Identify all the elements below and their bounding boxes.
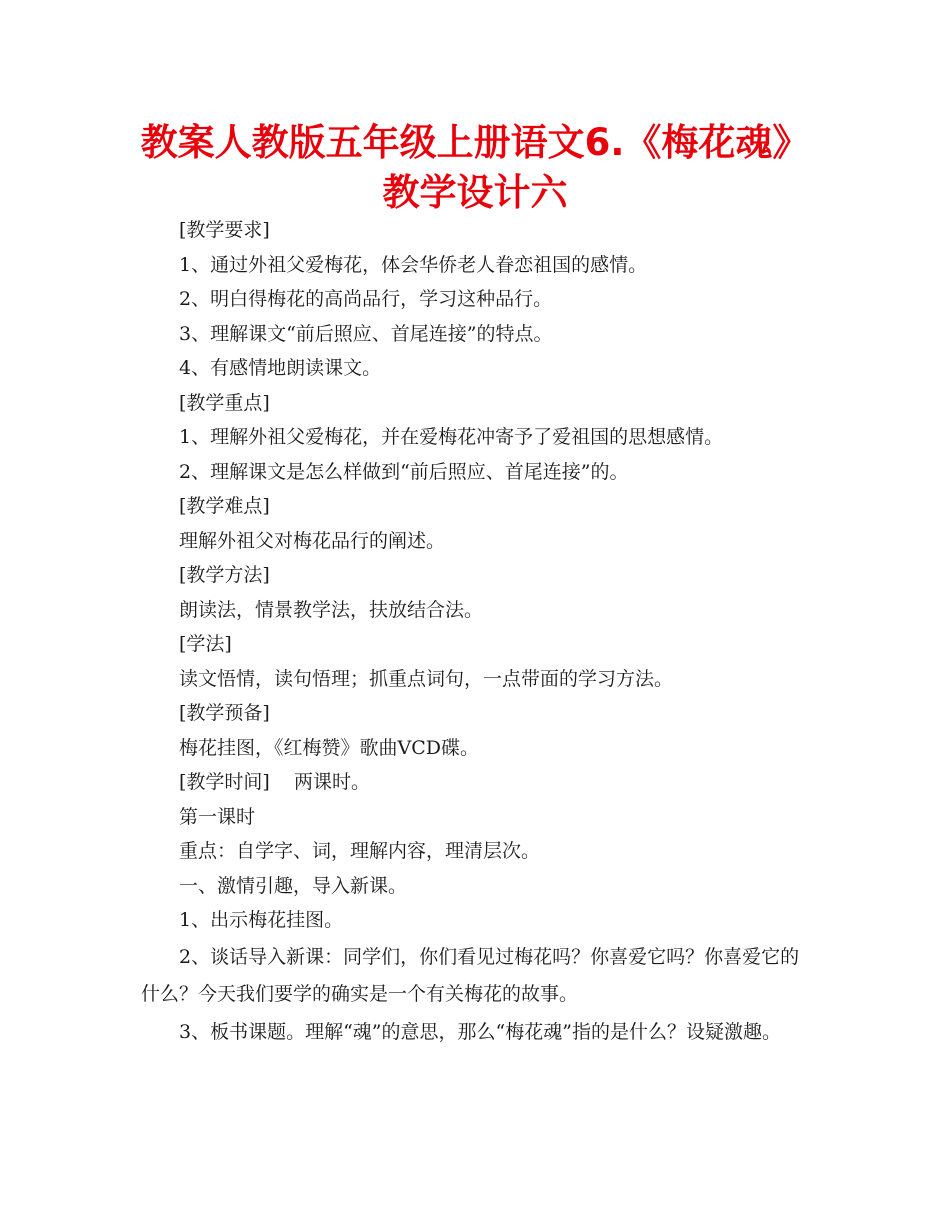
section-heading-learning: [学法] [179,633,232,655]
paragraph: 朗读法，情景教学法，扶放结合法。 [179,598,484,621]
paragraph: 3、板书课题。理解“魂”的意思，那么“梅花魂”指的是什么？设疑激趣。 [179,1020,781,1043]
lesson-heading: 第一课时 [179,805,256,828]
section-heading-requirements: [教学要求] [179,219,270,241]
document-title [120,118,830,218]
section-heading-methods: [教学方法] [179,564,270,586]
title-line-1: 教案人教版五年级上册语文6.《梅花魂》 [140,121,810,164]
paragraph: 2、明白得梅花的高尚品行，学习这种品行。 [179,288,553,310]
document-body [141,213,816,1052]
paragraph: 1、通过外祖父爱梅花，体会华侨老人眷恋祖国的感情。 [179,253,648,276]
section-heading-key-points: [教学重点] [179,391,270,414]
paragraph: 2、理解课文是怎么样做到“前后照应、首尾连接”的。 [179,460,629,483]
paragraph: 一、激情引趣，导入新课。 [179,874,408,897]
section-heading-difficulties: [教学难点] [179,495,270,517]
paragraph: 梅花挂图，《红梅赞》歌曲VCD碟。 [179,736,479,759]
title-line-2: 教学设计六 [382,171,568,214]
paragraph: 4、有感情地朗读课文。 [179,357,382,379]
paragraph: 1、出示梅花挂图。 [179,909,344,931]
section-heading-time: [教学时间] 两课时。 [179,771,370,793]
paragraph: 2、谈话导入新课：同学们，你们看见过梅花吗？你喜爱它吗？你喜爱它的什么？今天我们要学的确实是一个有关梅花的故事。 [141,945,800,1005]
paragraph: 读文悟情，读句悟理；抓重点词句，一点带面的学习方法。 [179,667,674,690]
paragraph: 理解外祖父对梅花品行的阐述。 [179,529,446,552]
section-heading-preparation: [教学预备] [179,702,270,724]
paragraph: 3、理解课文“前后照应、首尾连接”的特点。 [179,322,553,345]
paragraph: 1、理解外祖父爱梅花，并在爱梅花冲寄予了爱祖国的思想感情。 [179,426,724,448]
paragraph: 重点：自学字、词，理解内容，理清层次。 [179,840,541,862]
